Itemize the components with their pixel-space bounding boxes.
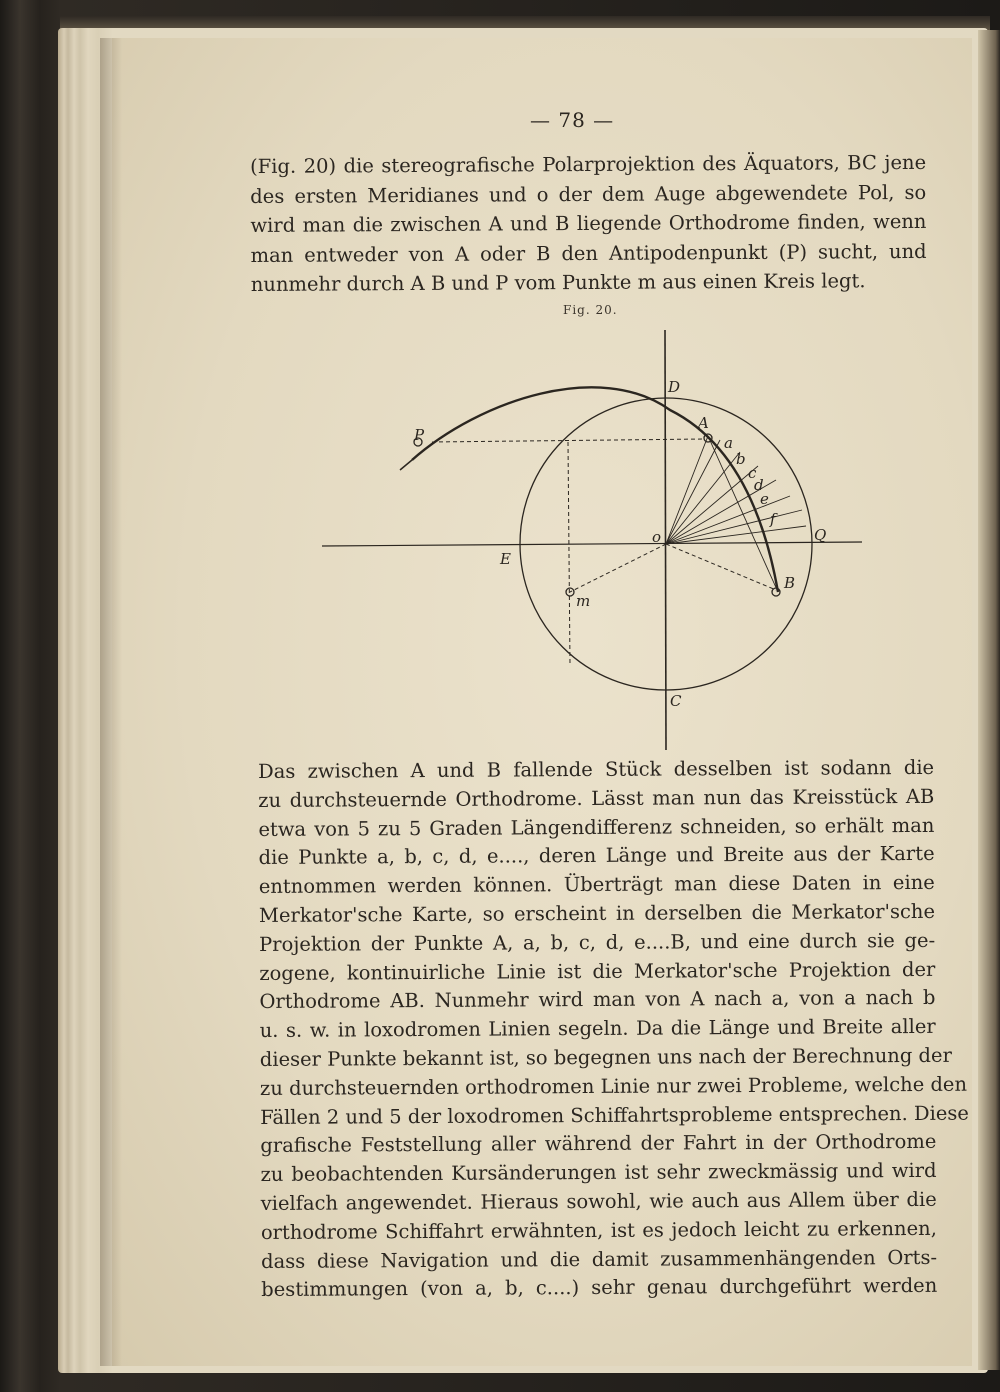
- text-line: dass diese Navigation und die damit zusammenhängenden Orts-: [261, 1245, 938, 1273]
- label-c-small: c: [748, 464, 757, 482]
- paragraph-2: [258, 754, 969, 1305]
- text-line: nunmehr durch A B und P vom Punkte m aus einen Kreis legt.: [250, 269, 866, 296]
- figure-20: [300, 320, 880, 760]
- text-line: man entweder von A oder B den Antipodenpunkt (P) sucht, und: [250, 239, 927, 267]
- text-line: wird man die zwischen A und B liegende Orthodrome finden, wenn: [250, 209, 927, 237]
- text-line: zogene, kontinuirliche Linie ist die Merkator'sche Projektion der: [259, 957, 936, 985]
- label-c: C: [670, 692, 682, 710]
- text-line: zu durchsteuernde Orthodrome. Lässt man nun das Kreisstück AB: [258, 784, 935, 812]
- book-right-edge: [978, 30, 1000, 1370]
- text-line: Orthodrome AB. Nunmehr wird man von A nach a, von a nach b: [259, 986, 936, 1014]
- point-b-marker: [772, 588, 780, 596]
- text-line: dieser Punkte bekannt ist, so begegnen uns nach der Berechnung der: [259, 1043, 952, 1071]
- label-b: B: [784, 574, 796, 592]
- text-line: orthodrome Schiffahrt erwähnten, ist es jedoch leicht zu erkennen,: [260, 1216, 937, 1244]
- label-m: m: [576, 592, 591, 610]
- label-d: D: [668, 378, 681, 396]
- text-line: Fällen 2 und 5 der loxodromen Schiffahrtsprobleme entsprechen. Diese: [260, 1101, 969, 1129]
- text-line: zu beobachtenden Kursänderungen ist sehr zweckmässig und wird: [260, 1159, 937, 1187]
- text-line: des ersten Meridianes und o der dem Auge abgewendete Pol, so: [250, 180, 927, 208]
- dashed-line-p-a: [432, 439, 704, 442]
- label-b-small: b: [736, 450, 746, 468]
- page-number: — 78 —: [530, 108, 615, 132]
- text-line: (Fig. 20) die stereografische Polarprojektion des Äquators, BC jene: [250, 150, 927, 178]
- stereographic-projection-diagram: [300, 320, 880, 760]
- text-line: Merkator'sche Karte, so erscheint in derselben die Merkator'sche: [258, 899, 936, 927]
- label-d-small: d: [754, 476, 764, 494]
- text-line: vielfach angewendet. Hieraus sowohl, wie auch aus Allem über die: [260, 1187, 937, 1215]
- text-line: etwa von 5 zu 5 Graden Längendifferenz schneiden, so erhält man: [258, 813, 935, 841]
- text-line: u. s. w. in loxodromen Linien segeln. Da die Länge und Breite aller: [259, 1015, 936, 1043]
- label-a: A: [698, 414, 709, 432]
- vertical-axis: [665, 330, 666, 750]
- text-line: zu durchsteuernden orthodromen Linie nur zwei Probleme, welche den: [259, 1072, 968, 1100]
- label-e-small: e: [760, 490, 769, 508]
- arc-extension: [400, 460, 412, 470]
- label-a-small: a: [724, 434, 733, 452]
- orthodrome-arc: [412, 387, 778, 592]
- label-f-small: f: [770, 510, 776, 528]
- gutter-shadow: [100, 38, 122, 1366]
- dashed-line-m: [568, 442, 570, 665]
- label-p: P: [414, 426, 425, 444]
- label-e: E: [500, 550, 511, 568]
- label-q: Q: [814, 526, 827, 544]
- dashed-line-o-m: [570, 544, 666, 592]
- text-line: entnommen werden können. Überträgt man diese Daten in eine: [258, 871, 935, 899]
- paragraph-1: [250, 148, 927, 300]
- figure-caption: Fig. 20.: [563, 303, 618, 317]
- text-line: Das zwischen A und B fallende Stück desselben ist sodann die: [258, 755, 935, 783]
- text-line: bestimmungen (von a, b, c....) sehr genau durchgeführt werden: [261, 1274, 938, 1302]
- text-line: grafische Feststellung aller während der Fahrt in der Orthodrome: [260, 1130, 937, 1158]
- text-line: Projektion der Punkte A, a, b, c, d, e....B, und eine durch sie ge-: [259, 928, 936, 956]
- text-line: die Punkte a, b, c, d, e...., deren Länge und Breite aus der Karte: [258, 842, 935, 870]
- horizontal-axis: [322, 542, 862, 546]
- label-o: o: [652, 528, 662, 546]
